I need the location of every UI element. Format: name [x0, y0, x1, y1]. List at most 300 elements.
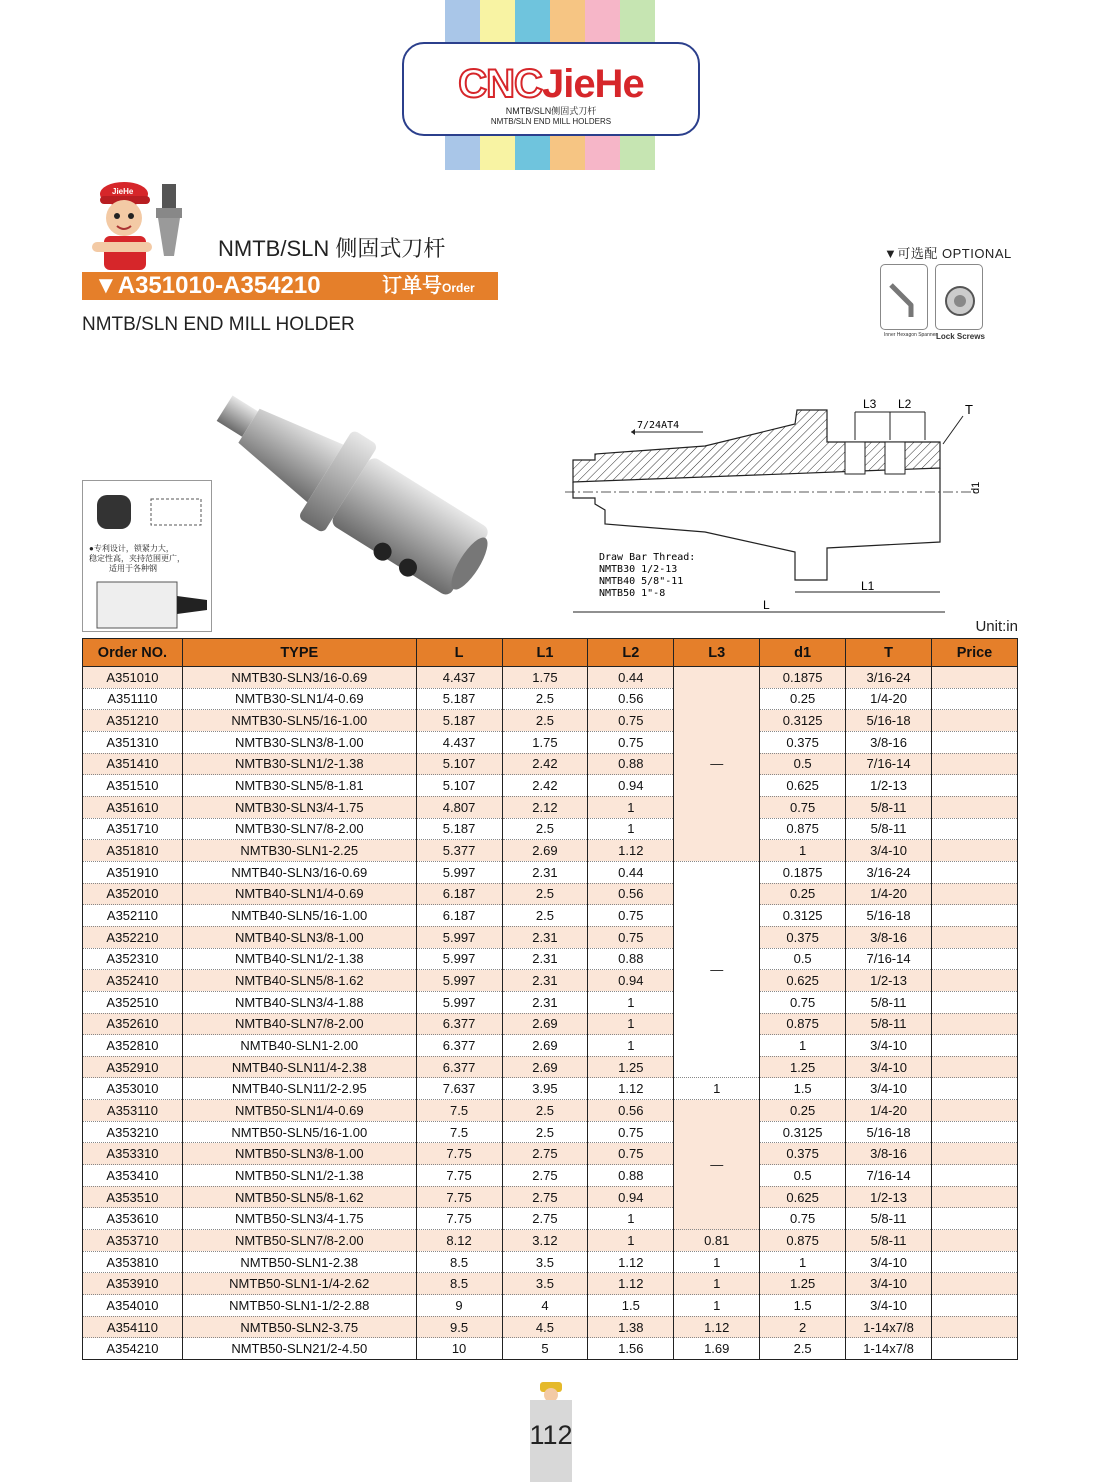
table-row [83, 1078, 1018, 1100]
cell-l2: 0.75 [588, 731, 674, 753]
cell-t: 3/4-10 [846, 840, 932, 862]
cell-d1: 2 [760, 1316, 846, 1338]
cell-order-no: A353910 [83, 1273, 183, 1295]
mascot-illustration [90, 176, 200, 272]
cell-price [932, 926, 1018, 948]
cell-d1: 0.625 [760, 970, 846, 992]
cell-price [932, 1078, 1018, 1100]
cell-t: 7/16-14 [846, 753, 932, 775]
cell-price [932, 667, 1018, 689]
cell-order-no: A352010 [83, 883, 183, 905]
brand-cnc: CNC [458, 62, 542, 106]
cell-l3: 1 [674, 1251, 760, 1273]
cell-l: 7.75 [416, 1165, 502, 1187]
cell-l2: 0.88 [588, 753, 674, 775]
dim-l2: L2 [898, 397, 912, 411]
cell-l: 6.187 [416, 905, 502, 927]
patent-design-inset [82, 480, 212, 632]
cell-l2: 0.56 [588, 883, 674, 905]
cell-price [932, 1056, 1018, 1078]
table-row [83, 1100, 1018, 1122]
cell-l2: 1 [588, 1230, 674, 1252]
cell-order-no: A352810 [83, 1035, 183, 1057]
cell-l2: 0.94 [588, 970, 674, 992]
cell-t: 7/16-14 [846, 948, 932, 970]
cell-l3: 1 [674, 1273, 760, 1295]
cell-order-no: A353310 [83, 1143, 183, 1165]
table-row [83, 1251, 1018, 1273]
cell-l1: 2.42 [502, 775, 588, 797]
cell-l1: 2.69 [502, 1013, 588, 1035]
cell-l3: — [674, 861, 760, 1078]
cell-l1: 2.5 [502, 710, 588, 732]
col-header-d1: d1 [760, 639, 846, 667]
dim-l3: L3 [863, 397, 877, 411]
cell-type: NMTB50-SLN5/16-1.00 [182, 1121, 416, 1143]
cell-l1: 2.75 [502, 1208, 588, 1230]
table-row [83, 775, 1018, 797]
cell-type: NMTB40-SLN3/4-1.88 [182, 991, 416, 1013]
cell-t: 3/8-16 [846, 1143, 932, 1165]
cell-d1: 0.75 [760, 991, 846, 1013]
cell-l3: 1 [674, 1078, 760, 1100]
cell-d1: 1 [760, 840, 846, 862]
cell-t: 5/16-18 [846, 710, 932, 732]
cell-d1: 1 [760, 1251, 846, 1273]
cell-l2: 0.75 [588, 905, 674, 927]
table-row [83, 1143, 1018, 1165]
cell-order-no: A352510 [83, 991, 183, 1013]
cell-order-no: A354010 [83, 1295, 183, 1317]
cell-l2: 1 [588, 818, 674, 840]
cell-l: 7.75 [416, 1208, 502, 1230]
cell-t: 3/4-10 [846, 1273, 932, 1295]
cell-l1: 4 [502, 1295, 588, 1317]
cell-l: 5.187 [416, 818, 502, 840]
table-row [83, 1035, 1018, 1057]
cell-type: NMTB30-SLN3/4-1.75 [182, 796, 416, 818]
cell-l: 9.5 [416, 1316, 502, 1338]
cell-d1: 0.3125 [760, 905, 846, 927]
col-header-price: Price [932, 639, 1018, 667]
cell-d1: 0.625 [760, 1186, 846, 1208]
cell-l1: 1.75 [502, 667, 588, 689]
page-title-en: NMTB/SLN END MILL HOLDER [82, 314, 355, 335]
cell-type: NMTB50-SLN7/8-2.00 [182, 1230, 416, 1252]
optional-label: ▼可选配 OPTIONAL [884, 246, 1012, 261]
cell-t: 5/8-11 [846, 818, 932, 840]
cell-t: 3/16-24 [846, 667, 932, 689]
cell-price [932, 991, 1018, 1013]
table-row [83, 1056, 1018, 1078]
cell-t: 1-14x7/8 [846, 1316, 932, 1338]
cell-l2: 0.44 [588, 861, 674, 883]
cell-d1: 0.375 [760, 926, 846, 948]
cell-t: 5/8-11 [846, 991, 932, 1013]
cell-d1: 0.875 [760, 1013, 846, 1035]
cell-l1: 2.5 [502, 688, 588, 710]
cell-l2: 0.56 [588, 688, 674, 710]
cell-type: NMTB50-SLN5/8-1.62 [182, 1186, 416, 1208]
draw-bar-row: NMTB50 1"-8 [599, 588, 666, 599]
cell-l3: 0.81 [674, 1230, 760, 1252]
cell-order-no: A353610 [83, 1208, 183, 1230]
cell-l: 4.437 [416, 731, 502, 753]
cell-price [932, 1316, 1018, 1338]
cell-price [932, 1251, 1018, 1273]
cell-order-no: A351310 [83, 731, 183, 753]
cell-order-no: A354110 [83, 1316, 183, 1338]
lock-screw-detail [83, 481, 213, 539]
cell-l2: 0.75 [588, 1143, 674, 1165]
table-body [83, 667, 1018, 1360]
cell-l2: 0.44 [588, 667, 674, 689]
table-row [83, 926, 1018, 948]
cell-price [932, 948, 1018, 970]
cell-price [932, 753, 1018, 775]
cell-d1: 1 [760, 1035, 846, 1057]
cell-l2: 1.56 [588, 1338, 674, 1360]
cell-order-no: A353410 [83, 1165, 183, 1187]
cell-price [932, 1295, 1018, 1317]
cell-type: NMTB50-SLN1-1/4-2.62 [182, 1273, 416, 1295]
cell-order-no: A353210 [83, 1121, 183, 1143]
cell-d1: 0.5 [760, 948, 846, 970]
cell-type: NMTB30-SLN1/4-0.69 [182, 688, 416, 710]
cell-l1: 3.5 [502, 1273, 588, 1295]
cell-type: NMTB40-SLN11/4-2.38 [182, 1056, 416, 1078]
cell-type: NMTB40-SLN5/16-1.00 [182, 905, 416, 927]
cell-t: 3/4-10 [846, 1251, 932, 1273]
hex-key-icon [881, 265, 929, 331]
cell-l1: 2.42 [502, 753, 588, 775]
cell-d1: 0.875 [760, 818, 846, 840]
cell-l1: 2.75 [502, 1143, 588, 1165]
cell-type: NMTB50-SLN2-3.75 [182, 1316, 416, 1338]
cell-d1: 0.1875 [760, 667, 846, 689]
cell-d1: 0.75 [760, 796, 846, 818]
cell-t: 5/8-11 [846, 1208, 932, 1230]
hex-spanner-caption: Inner Hexagon Spanner [884, 332, 938, 338]
draw-bar-title: Draw Bar Thread: [599, 552, 696, 563]
cell-t: 5/8-11 [846, 1013, 932, 1035]
cell-type: NMTB40-SLN1/2-1.38 [182, 948, 416, 970]
cell-l: 5.997 [416, 926, 502, 948]
cell-t: 5/16-18 [846, 905, 932, 927]
cell-l3: — [674, 1100, 760, 1230]
cell-order-no: A354210 [83, 1338, 183, 1360]
table-row [83, 1273, 1018, 1295]
cell-type: NMTB30-SLN1/2-1.38 [182, 753, 416, 775]
cell-l1: 2.5 [502, 883, 588, 905]
cell-order-no: A351410 [83, 753, 183, 775]
hex-spanner-option [880, 264, 928, 330]
cell-type: NMTB50-SLN1/2-1.38 [182, 1165, 416, 1187]
cell-type: NMTB30-SLN5/16-1.00 [182, 710, 416, 732]
cell-t: 3/8-16 [846, 731, 932, 753]
cell-type: NMTB40-SLN1-2.00 [182, 1035, 416, 1057]
technical-drawing [565, 392, 990, 617]
cell-price [932, 1143, 1018, 1165]
col-header-order-no: Order NO. [83, 639, 183, 667]
brand-logo [404, 62, 698, 106]
cell-type: NMTB50-SLN1-1/2-2.88 [182, 1295, 416, 1317]
table-row [83, 731, 1018, 753]
cell-order-no: A352410 [83, 970, 183, 992]
cell-price [932, 818, 1018, 840]
cell-type: NMTB50-SLN3/4-1.75 [182, 1208, 416, 1230]
cell-price [932, 970, 1018, 992]
page-title-cn: NMTB/SLN 侧固式刀杆 [218, 236, 446, 261]
cell-price [932, 1165, 1018, 1187]
cell-price [932, 796, 1018, 818]
cell-t: 1/4-20 [846, 1100, 932, 1122]
cell-d1: 0.25 [760, 688, 846, 710]
cell-l2: 0.94 [588, 1186, 674, 1208]
cell-t: 1/2-13 [846, 1186, 932, 1208]
table-row [83, 1338, 1018, 1360]
cell-l2: 1.12 [588, 1078, 674, 1100]
cell-order-no: A351610 [83, 796, 183, 818]
cell-price [932, 731, 1018, 753]
cell-l: 8.5 [416, 1251, 502, 1273]
cell-l: 5.377 [416, 840, 502, 862]
cell-type: NMTB30-SLN7/8-2.00 [182, 818, 416, 840]
cell-l: 7.75 [416, 1186, 502, 1208]
cell-l: 5.997 [416, 948, 502, 970]
cell-type: NMTB50-SLN3/8-1.00 [182, 1143, 416, 1165]
cell-price [932, 1100, 1018, 1122]
cell-order-no: A352910 [83, 1056, 183, 1078]
cell-t: 3/4-10 [846, 1295, 932, 1317]
cell-type: NMTB50-SLN1-2.38 [182, 1251, 416, 1273]
cell-order-no: A351210 [83, 710, 183, 732]
cell-order-no: A352310 [83, 948, 183, 970]
brand-jiehe: JieHe [541, 62, 644, 106]
cell-d1: 1.5 [760, 1078, 846, 1100]
cell-l: 5.107 [416, 775, 502, 797]
cell-d1: 0.75 [760, 1208, 846, 1230]
cell-order-no: A352610 [83, 1013, 183, 1035]
col-header-l: L [416, 639, 502, 667]
spec-table [82, 638, 1018, 1360]
cell-l: 4.437 [416, 667, 502, 689]
holder-section-detail [83, 574, 213, 636]
table-row [83, 1316, 1018, 1338]
cell-price [932, 710, 1018, 732]
cell-d1: 0.1875 [760, 861, 846, 883]
cell-l1: 4.5 [502, 1316, 588, 1338]
cell-l3: — [674, 667, 760, 862]
cell-t: 5/16-18 [846, 1121, 932, 1143]
end-mill-holder-photo [200, 380, 510, 605]
cell-order-no: A351010 [83, 667, 183, 689]
cell-t: 1/2-13 [846, 775, 932, 797]
cell-t: 1/4-20 [846, 688, 932, 710]
cell-d1: 0.3125 [760, 1121, 846, 1143]
lock-screws-caption: Lock Screws [936, 332, 985, 341]
cell-l: 5.187 [416, 688, 502, 710]
cell-l: 5.997 [416, 970, 502, 992]
table-row [83, 818, 1018, 840]
cell-l: 8.12 [416, 1230, 502, 1252]
cell-price [932, 883, 1018, 905]
cell-d1: 0.375 [760, 731, 846, 753]
cell-order-no: A353110 [83, 1100, 183, 1122]
cell-order-no: A351110 [83, 688, 183, 710]
cell-l1: 2.69 [502, 840, 588, 862]
cell-l2: 1 [588, 1013, 674, 1035]
cell-l: 5.997 [416, 861, 502, 883]
cell-d1: 0.5 [760, 753, 846, 775]
cell-l: 6.377 [416, 1035, 502, 1057]
cell-l: 7.75 [416, 1143, 502, 1165]
cell-l1: 2.5 [502, 905, 588, 927]
cell-l: 6.377 [416, 1013, 502, 1035]
inset-line: ●专利设计，锁紧力大， [89, 544, 174, 553]
cell-order-no: A351910 [83, 861, 183, 883]
cell-l: 5.107 [416, 753, 502, 775]
mascot-cap-text: JieHe [112, 187, 134, 196]
cell-d1: 0.3125 [760, 710, 846, 732]
cell-t: 1/4-20 [846, 883, 932, 905]
cell-d1: 0.25 [760, 1100, 846, 1122]
col-header-l1: L1 [502, 639, 588, 667]
cell-d1: 0.5 [760, 1165, 846, 1187]
table-row [83, 1121, 1018, 1143]
order-label [382, 272, 498, 332]
cell-l2: 1 [588, 796, 674, 818]
cell-l2: 0.75 [588, 926, 674, 948]
cell-price [932, 1035, 1018, 1057]
cell-l1: 2.31 [502, 948, 588, 970]
cell-l1: 2.5 [502, 818, 588, 840]
cell-price [932, 1121, 1018, 1143]
cell-order-no: A353010 [83, 1078, 183, 1100]
col-header-type: TYPE [182, 639, 416, 667]
cell-t: 1-14x7/8 [846, 1338, 932, 1360]
cell-l1: 5 [502, 1338, 588, 1360]
cell-price [932, 1230, 1018, 1252]
col-header-t: T [846, 639, 932, 667]
cell-l1: 2.75 [502, 1165, 588, 1187]
cell-t: 5/8-11 [846, 1230, 932, 1252]
cell-l1: 1.75 [502, 731, 588, 753]
cell-l2: 1 [588, 991, 674, 1013]
order-label-en: Order NO. [382, 281, 475, 325]
cell-d1: 0.875 [760, 1230, 846, 1252]
table-row [83, 688, 1018, 710]
cell-l: 6.377 [416, 1056, 502, 1078]
inset-line: 适用于各种钢 [109, 564, 157, 573]
table-row [83, 1230, 1018, 1252]
cell-l: 7.637 [416, 1078, 502, 1100]
cell-price [932, 775, 1018, 797]
cell-d1: 0.625 [760, 775, 846, 797]
cell-d1: 0.25 [760, 883, 846, 905]
table-row [83, 905, 1018, 927]
cell-price [932, 688, 1018, 710]
cell-price [932, 905, 1018, 927]
cell-order-no: A351810 [83, 840, 183, 862]
lock-screws-option [935, 264, 983, 330]
inset-text [83, 544, 211, 574]
cell-l: 7.5 [416, 1121, 502, 1143]
cell-l2: 1 [588, 1035, 674, 1057]
cell-t: 3/16-24 [846, 861, 932, 883]
cell-type: NMTB40-SLN7/8-2.00 [182, 1013, 416, 1035]
table-row [83, 1186, 1018, 1208]
cell-order-no: A351710 [83, 818, 183, 840]
cell-l2: 1.12 [588, 840, 674, 862]
cell-type: NMTB40-SLN3/16-0.69 [182, 861, 416, 883]
order-label-cn: 订单号 [382, 275, 442, 297]
cell-type: NMTB40-SLN1/4-0.69 [182, 883, 416, 905]
page-number: 112 [529, 1420, 573, 1450]
cell-order-no: A353510 [83, 1186, 183, 1208]
cell-l1: 3.5 [502, 1251, 588, 1273]
cell-l: 4.807 [416, 796, 502, 818]
col-header-l3: L3 [674, 639, 760, 667]
table-row [83, 883, 1018, 905]
cell-d1: 1.25 [760, 1273, 846, 1295]
dim-l: L [763, 598, 770, 612]
cell-d1: 1.25 [760, 1056, 846, 1078]
cell-l2: 0.56 [588, 1100, 674, 1122]
cell-l2: 1.12 [588, 1251, 674, 1273]
cell-price [932, 861, 1018, 883]
cell-order-no: A351510 [83, 775, 183, 797]
cell-l: 8.5 [416, 1273, 502, 1295]
draw-bar-row: NMTB40 5/8"-11 [599, 576, 684, 587]
cell-price [932, 1208, 1018, 1230]
order-range: ▼A351010-A354210 [94, 272, 321, 299]
cell-l: 7.5 [416, 1100, 502, 1122]
table-header-row [83, 639, 1018, 667]
cell-price [932, 1186, 1018, 1208]
table-row [83, 840, 1018, 862]
inset-line: 稳定性高，夹持范围更广， [89, 554, 185, 563]
cell-t: 3/4-10 [846, 1035, 932, 1057]
cell-l1: 2.31 [502, 991, 588, 1013]
cell-type: NMTB30-SLN3/16-0.69 [182, 667, 416, 689]
table-row [83, 991, 1018, 1013]
table-row [83, 753, 1018, 775]
cell-t: 3/4-10 [846, 1078, 932, 1100]
cell-l2: 0.75 [588, 710, 674, 732]
cell-l1: 2.75 [502, 1186, 588, 1208]
cell-l1: 2.69 [502, 1035, 588, 1057]
cell-order-no: A353710 [83, 1230, 183, 1252]
cell-t: 7/16-14 [846, 1165, 932, 1187]
cell-order-no: A352110 [83, 905, 183, 927]
table-row [83, 1208, 1018, 1230]
cell-type: NMTB50-SLN1/4-0.69 [182, 1100, 416, 1122]
cell-t: 1/2-13 [846, 970, 932, 992]
table-row [83, 667, 1018, 689]
cell-l3: 1.12 [674, 1316, 760, 1338]
cell-price [932, 1338, 1018, 1360]
table-row [83, 710, 1018, 732]
draw-bar-row: NMTB30 1/2-13 [599, 564, 678, 575]
cell-type: NMTB40-SLN5/8-1.62 [182, 970, 416, 992]
table-row [83, 970, 1018, 992]
cell-price [932, 840, 1018, 862]
table-row [83, 1295, 1018, 1317]
cell-l2: 0.94 [588, 775, 674, 797]
cell-l3: 1.69 [674, 1338, 760, 1360]
brand-subtitle-en: NMTB/SLN END MILL HOLDERS [490, 117, 612, 126]
